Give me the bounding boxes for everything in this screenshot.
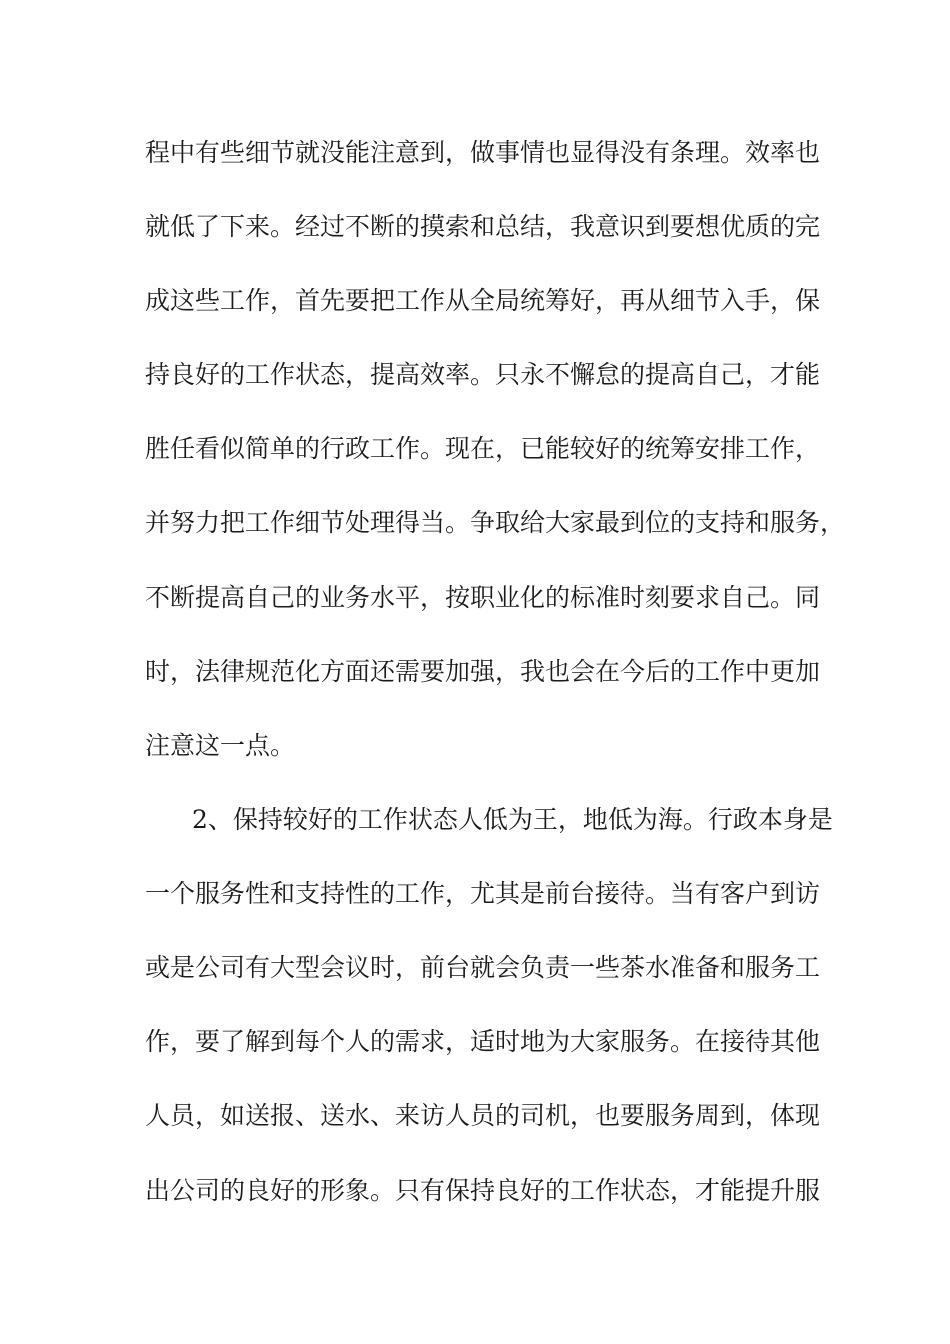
paragraph-line: 就低了下来。经过不断的摸索和总结，我意识到要想优质的完	[145, 212, 821, 241]
paragraph-line: 作，要了解到每个人的需求，适时地为大家服务。在接待其他	[145, 1027, 821, 1056]
paragraph-line: 或是公司有大型会议时，前台就会负责一些茶水准备和服务工	[145, 953, 821, 982]
paragraph-line: 不断提高自己的业务水平，按职业化的标准时刻要求自己。同	[145, 583, 821, 612]
paragraph-line: 2、保持较好的工作状态人低为王，地低为海。行政本身是	[192, 805, 833, 834]
paragraph-line: 胜任看似简单的行政工作。现在，已能较好的统筹安排工作，	[145, 434, 821, 463]
paragraph-line: 注意这一点。	[145, 731, 296, 760]
paragraph-line: 并努力把工作细节处理得当。争取给大家最到位的支持和服务，	[145, 508, 846, 537]
paragraph-line: 出公司的良好的形象。只有保持良好的工作状态，才能提升服	[145, 1176, 821, 1205]
paragraph-line: 程中有些细节就没能注意到，做事情也显得没有条理。效率也	[145, 138, 821, 167]
paragraph-line: 一个服务性和支持性的工作，尤其是前台接待。当有客户到访	[145, 879, 821, 908]
paragraph-line: 时，法律规范化方面还需要加强，我也会在今后的工作中更加	[145, 657, 821, 686]
paragraph-line: 成这些工作，首先要把工作从全局统筹好，再从细节入手，保	[145, 286, 821, 315]
paragraph-line: 人员，如送报、送水、来访人员的司机，也要服务周到，体现	[145, 1101, 821, 1130]
paragraph-line: 持良好的工作状态，提高效率。只永不懈怠的提高自己，才能	[145, 360, 821, 389]
